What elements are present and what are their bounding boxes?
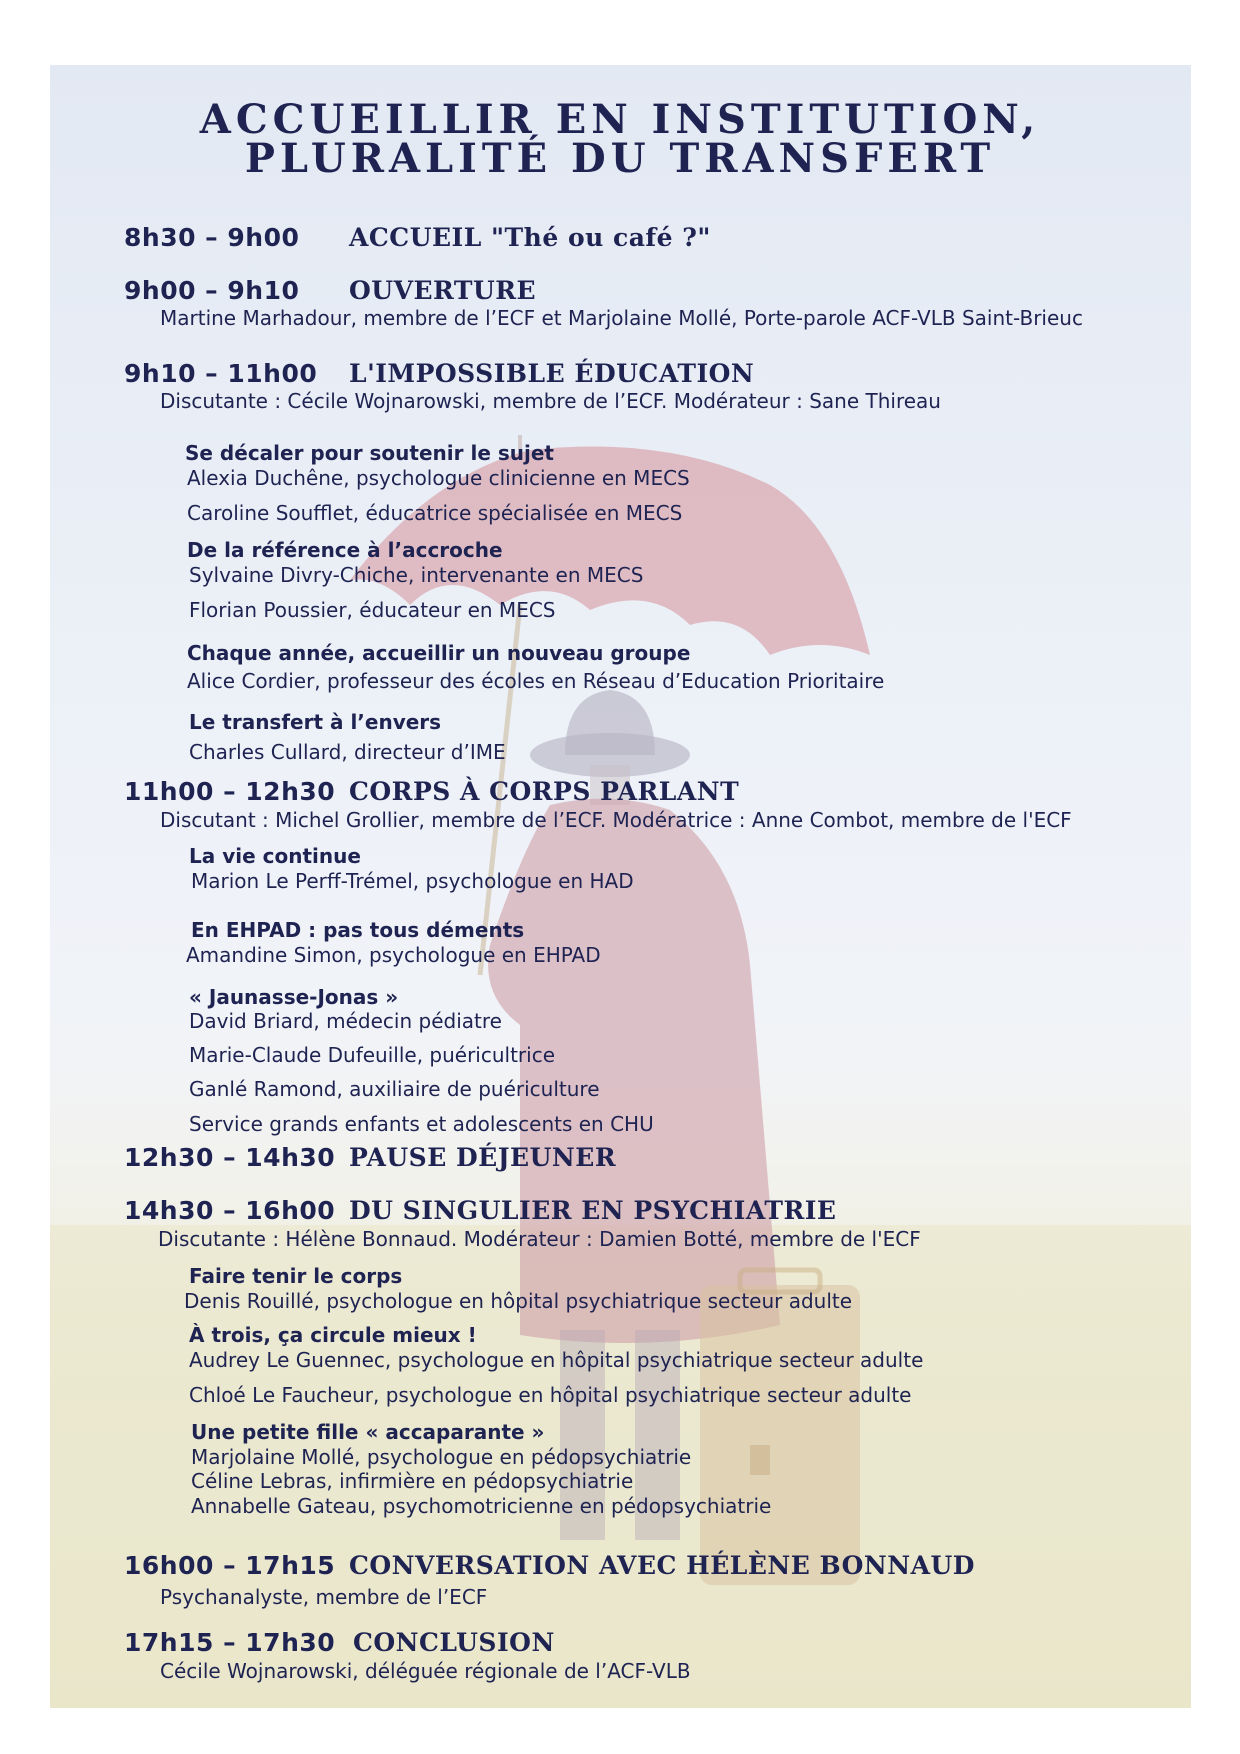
session-time: 8h30 – 9h00	[124, 223, 300, 252]
page-title-line-1: ACCUEILLIR EN INSTITUTION,	[199, 96, 1041, 143]
session-title: DU SINGULIER EN PSYCHIATRIE	[349, 1196, 837, 1225]
talk-speaker: Alexia Duchêne, psychologue clinicienne en MECS	[187, 466, 690, 490]
session-title: CONVERSATION AVEC HÉLÈNE BONNAUD	[349, 1551, 975, 1580]
talk-title: Le transfert à l’envers	[189, 710, 442, 734]
talk-speaker: Audrey Le Guennec, psychologue en hôpital psychiatrique secteur adulte	[189, 1348, 924, 1372]
talk-speaker: Céline Lebras, infirmière en pédopsychiatrie	[191, 1469, 634, 1493]
talk-title: De la référence à l’accroche	[187, 538, 503, 562]
session-detail: Cécile Wojnarowski, déléguée régionale de l’ACF-VLB	[160, 1659, 691, 1683]
talk-title: En EHPAD : pas tous déments	[191, 918, 525, 942]
session-title: L'IMPOSSIBLE ÉDUCATION	[349, 359, 755, 388]
talk-speaker: Marjolaine Mollé, psychologue en pédopsychiatrie	[191, 1445, 692, 1469]
talk-title: Se décaler pour soutenir le sujet	[185, 441, 554, 465]
session-time: 9h00 – 9h10	[124, 276, 300, 305]
session-time: 9h10 – 11h00	[124, 359, 318, 388]
session-title: PAUSE DÉJEUNER	[349, 1143, 617, 1172]
talk-title: Chaque année, accueillir un nouveau groupe	[187, 641, 691, 665]
talk-speaker: Sylvaine Divry-Chiche, intervenante en MECS	[189, 563, 644, 587]
session-time: 14h30 – 16h00	[124, 1196, 336, 1225]
session-time: 17h15 – 17h30	[124, 1628, 336, 1657]
session-detail: Discutante : Cécile Wojnarowski, membre de l’ECF. Modérateur : Sane Thireau	[160, 389, 941, 413]
talk-speaker: Annabelle Gateau, psychomotricienne en pédopsychiatrie	[191, 1494, 772, 1518]
talk-speaker: Charles Cullard, directeur d’IME	[189, 740, 506, 764]
talk-speaker: Amandine Simon, psychologue en EHPAD	[186, 943, 601, 967]
session-title: ACCUEIL "Thé ou café ?"	[349, 223, 711, 252]
talk-speaker: Denis Rouillé, psychologue en hôpital psychiatrique secteur adulte	[184, 1289, 853, 1313]
session-title: OUVERTURE	[349, 276, 537, 305]
session-time: 12h30 – 14h30	[124, 1143, 336, 1172]
session-detail: Discutant : Michel Grollier, membre de l’ECF. Modératrice : Anne Combot, membre de l'ECF	[160, 808, 1072, 832]
talk-title: « Jaunasse-Jonas »	[189, 985, 399, 1009]
talk-speaker: David Briard, médecin pédiatre	[189, 1009, 502, 1033]
talk-speaker: Florian Poussier, éducateur en MECS	[189, 598, 556, 622]
talk-title: Faire tenir le corps	[189, 1264, 403, 1288]
talk-speaker: Marion Le Perff-Trémel, psychologue en HAD	[191, 869, 634, 893]
session-detail: Discutante : Hélène Bonnaud. Modérateur : Damien Botté, membre de l'ECF	[158, 1227, 921, 1251]
talk-speaker: Service grands enfants et adolescents en CHU	[189, 1112, 654, 1136]
session-time: 11h00 – 12h30	[124, 777, 336, 806]
talk-speaker: Chloé Le Faucheur, psychologue en hôpital psychiatrique secteur adulte	[189, 1383, 912, 1407]
session-detail: Martine Marhadour, membre de l’ECF et Marjolaine Mollé, Porte-parole ACF-VLB Saint-Brieuc	[160, 306, 1083, 330]
session-detail: Psychanalyste, membre de l’ECF	[160, 1585, 488, 1609]
talk-speaker: Ganlé Ramond, auxiliaire de puériculture	[189, 1077, 600, 1101]
talk-title: Une petite fille « accaparante »	[191, 1420, 545, 1444]
session-title: CORPS À CORPS PARLANT	[349, 777, 740, 806]
talk-speaker: Caroline Soufflet, éducatrice spécialisée en MECS	[187, 501, 683, 525]
talk-speaker: Alice Cordier, professeur des écoles en Réseau d’Education Prioritaire	[187, 669, 885, 693]
page-title-line-2: PLURALITÉ DU TRANSFERT	[244, 135, 996, 182]
session-time: 16h00 – 17h15	[124, 1551, 336, 1580]
talk-speaker: Marie-Claude Dufeuille, puéricultrice	[189, 1043, 556, 1067]
talk-title: La vie continue	[189, 844, 361, 868]
talk-title: À trois, ça circule mieux !	[189, 1323, 477, 1347]
session-title: CONCLUSION	[353, 1628, 555, 1657]
